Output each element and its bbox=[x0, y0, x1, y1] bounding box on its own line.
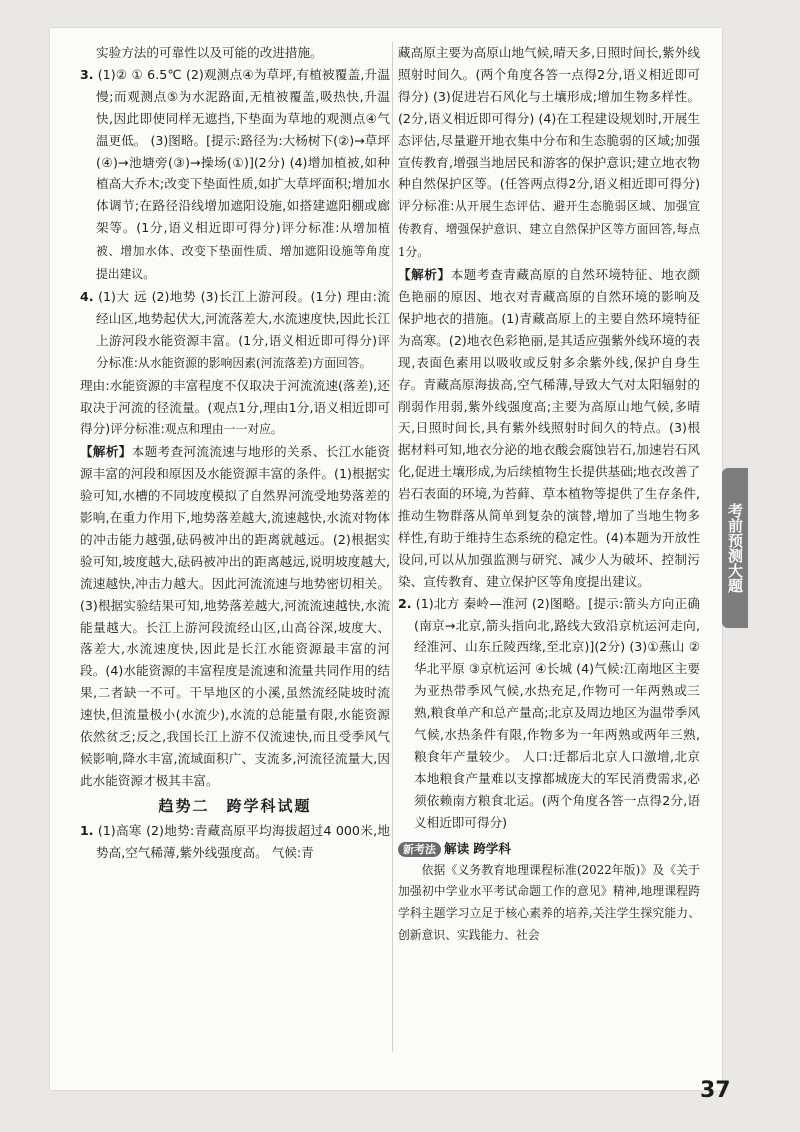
scoring-note: 观点和理由一一对应。 bbox=[164, 422, 283, 437]
analysis-4 bbox=[80, 441, 390, 792]
question-number: 3. bbox=[80, 66, 94, 82]
column-divider bbox=[392, 42, 393, 1052]
answer-3 bbox=[80, 64, 390, 286]
answer-text: 藏高原主要为高原山地气候,晴天多,日照时间长,紫外线照射时间久。(两个角度各答一点得2分,语义相近即可得分) (3)促进岩石风化与土壤形成;增加生物多样性。(2分,语义相近即可得分) (4)在工程建设规划时,开展生态评估,尽量避开地衣集中分布和生态脆弱的区域;加强宣传教育,增强当地居民和游客的保护意识;建立地衣物种自然保护区等。(任答两点得2分,语义相近即可得分)评分标准: bbox=[398, 45, 700, 214]
question-number: 1. bbox=[80, 822, 94, 838]
answer-t2 bbox=[398, 593, 700, 834]
section-title: 趋势二 跨学科试题 bbox=[158, 796, 312, 815]
intro-paragraph: 依据《义务教育地理课程标准(2022年版)》及《关于加强初中学业水平考试命题工作的意见》精神,地理课程跨学科主题学习立足于核心素养的培养,关注学生探究能力、创新意识、实践能力、社会 bbox=[398, 862, 700, 943]
analysis-text: 本题考查青藏高原的自然环境特征、地衣颜色艳丽的原因、地衣对青藏高原的自然环境的影响及保护地衣的措施。(1)青藏高原上的主要自然环境特征为高寒。(2)地衣色彩艳丽,是其适应强紫外线环境的表现,表面色素用以吸收或反射多余紫外线,保护自身生存。青藏高原海拔高,空气稀薄,导致大气对太阳辐射的削弱作用弱,紫外线强度高;主要为高原山地气候,多晴天,日照时间长,具有紫外线照射时间久的特点。(3)根据材料可知,地衣分泌的地衣酸会腐蚀岩石,加速岩石风化,促进土壤形成,为后续植物生长提供基础;地衣改善了岩石表面的环境,为苔藓、草本植物等提供了生存条件,推动生物群落从简单到复杂的演替,增加了当地生物多样性,有助于维持生态系统的稳定性。(4)本题为开放性设问,可以从加强监测与研究、减少人为破坏、控制污染、宣传教育、建立保护区等角度提出建议。 bbox=[398, 267, 701, 589]
answer-t1 bbox=[80, 820, 390, 864]
answer-text: (1)高寒 (2)地势:青藏高原平均海拔超过4 000米,地势高,空气稀薄,紫外线强度高。 气候:青 bbox=[96, 822, 390, 860]
answer-text: 理由:水能资源的丰富程度不仅取决于河流流速(落差),还取决于河流的径流量。(观点1分,理由1分,语义相近即可得分)评分标准: bbox=[80, 377, 390, 437]
answer-4 bbox=[80, 286, 390, 375]
answer-4-reason bbox=[80, 375, 390, 442]
answer-t1-continued bbox=[398, 42, 700, 264]
right-column bbox=[398, 42, 700, 947]
analysis-label: 【解析】 bbox=[398, 267, 451, 283]
badge-read-label: 解读 bbox=[444, 840, 470, 856]
answer-text: (1)② ① 6.5℃ (2)观测点④为草坪,有植被覆盖,升温慢;而观测点⑤为水泥路面,无植被覆盖,吸热快,升温快,因此即使同样无遮挡,下垫面为草地的观测点④气温更低。 (3)图略。[提示:路径为:大杨树下(②)→草坪(④)→池塘旁(③)→操场(①)](2分) (4)增加植被,如种植高大乔木;改变下垫面性质,如扩大草坪面积;增加水体调节;在路径沿线增加遮阳设施,如搭建遮阳棚或廊架等。(1分,语义相近即可得分)评分标准: bbox=[96, 66, 390, 236]
scoring-note: 从开展生态评估、避开生态脆弱区域、加强宣传教育、增强保护意识、建立自然保护区等方面回答,每点1分。 bbox=[398, 199, 700, 260]
answer-text: (1)大 远 (2)地势 (3)长江上游河段。(1分) 理由:流经山区,地势起伏大,河流落差大,水流速度快,因此长江上游河段水能资源丰富。(1分,语义相近即可得分)评分标准: bbox=[96, 288, 390, 370]
answer-page bbox=[50, 28, 731, 1103]
answer-text: (1)北方 秦岭—淮河 (2)图略。[提示:箭头方向正确(南京→北京,箭头指向北,路线大致沿京杭运河走向,经淮河、山东丘陵西缘,至北京)](2分) (3)①燕山 ②华北平原 ③京杭运河 ④长城 (4)气候:江南地区主要为亚热带季风气候,水热充足,作物可一年两熟或三熟,粮食单产和总产量高;北京及周边地区为温带季风气候,水热条件有限,作物多为一年两熟或两年三熟,粮食年产量较少。 人口:迁都后北京人口激增,北京本地粮食产量难以支撑都城庞大的军民消费需求,必须依赖南方粮食北运。(两个角度各答一点得2分,语义相近即可得分) bbox=[414, 595, 700, 830]
page-number: 37 bbox=[700, 1078, 731, 1103]
new-method-badge: 新考法 bbox=[398, 842, 441, 857]
side-tab: 考前预测大题 bbox=[722, 468, 748, 628]
paragraph-continued: 实验方法的可靠性以及可能的改进措施。 bbox=[96, 45, 323, 60]
new-method-header bbox=[398, 838, 700, 860]
left-column bbox=[80, 42, 390, 864]
question-number: 4. bbox=[80, 288, 94, 304]
analysis-t1 bbox=[398, 264, 700, 593]
scoring-note: 从增加植被、增加水体、改变下垫面性质、增加遮阳设施等角度提出建议。 bbox=[96, 221, 390, 282]
question-number: 2. bbox=[398, 595, 412, 611]
scoring-note: 从水能资源的影响因素(河流落差)方面回答。 bbox=[138, 355, 372, 370]
analysis-label: 【解析】 bbox=[80, 444, 132, 460]
analysis-text: 本题考查河流流速与地形的关系、长江水能资源丰富的河段和原因及水能资源丰富的条件。(1)根据实验可知,水槽的不同坡度模拟了自然界河流受地势落差的影响,在重力作用下,地势落差越大,流速越快,水流对物体的冲击能力越强,砝码被冲出的距离就越远。(2)根据实验可知,坡度越大,砝码被冲出的距离越远,说明坡度越大,流速越快,冲击力越大。因此河流流速与地势密切相关。(3)根据实验结果可知,地势落差越大,河流流速越快,水流能量越大。长江上游河段流经山区,山高谷深,坡度大、落差大,水流速度快,因此是长江水能资源最丰富的河段。(4)水能资源的丰富程度是流速和流量共同作用的结果,二者缺一不可。干旱地区的小溪,虽然流经陡坡时流速快,但流量极小(水流少),水流的总能量有限,水能资源依然贫乏;反之,我国长江上游不仅流速快,而且受季风气候影响,降水丰富,流域面积广、支流多,河流径流量大,因此水能资源才极其丰富。 bbox=[80, 444, 391, 788]
subject-label: 跨学科 bbox=[473, 840, 511, 856]
